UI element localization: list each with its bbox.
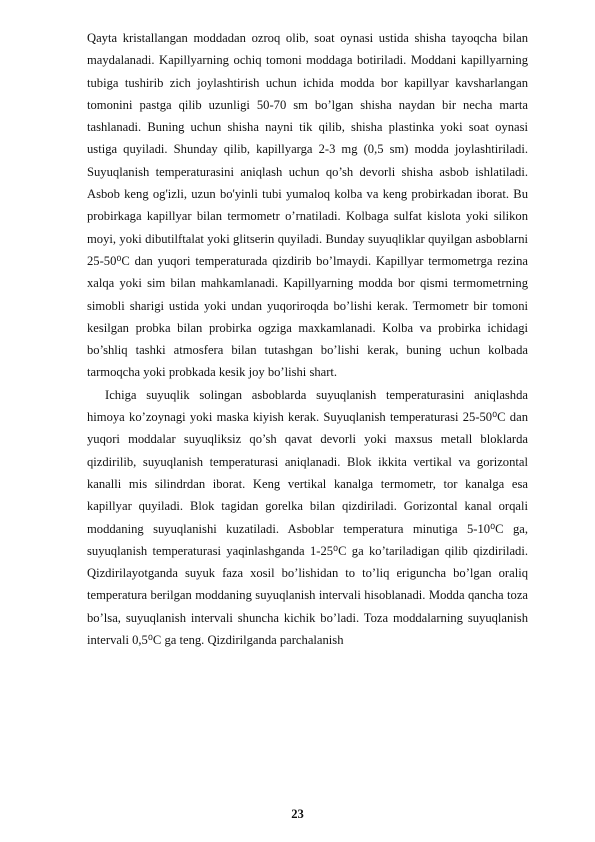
document-body — [87, 27, 528, 651]
paragraph-2: Ichiga suyuqlik solingan asboblarda suyuqlanish temperaturasini aniqlashda himoya ko’zoynagi yoki maska kiyish kerak. Suyuqlanish temperaturasi 25-50⁰C dan yuqori moddalar suyuqliksiz qo’sh qavat devorli yoki maxsus metall bloklarda qizdirilib, suyuqlanish temperaturasi aniqlanadi. Blok ikkita vertikal va gorizontal kanalli mis silindrdan iborat. Keng vertikal kanalga termometr, tor kanalga esa kapillyar quyiladi. Blok tagidan gorelka bilan qizdiriladi. Gorizontal kanal orqali moddaning suyuqlanishi kuzatiladi. Asboblar temperatura minutiga 5-10⁰C ga, suyuqlanish temperaturasi yaqinlashganda 1-25⁰C ga ko’tariladigan qilib qizdiriladi. Qizdirilayotganda suyuk faza xosil bo’lishidan to to’liq eriguncha bo’lgan oraliq temperatura berilgan moddaning suyuqlanish intervali hisoblanadi. Modda qancha toza bo’lsa, suyuqlanish intervali shuncha kichik bo’ladi. Toza moddalarning suyuqlanish intervali 0,5⁰C ga teng. Qizdirilganda parchalanish — [87, 387, 528, 648]
paragraph-1: Qayta kristallangan moddadan ozroq olib, soat oynasi ustida shisha tayoqcha bilan maydalanadi. Kapillyarning ochiq tomoni moddaga botiriladi. Moddani kapillyarning tubiga tushirib zich joylashtirish uchun ichida modda bor kapillyar kavsharlangan tomonini pastga qilib uzunligi 50-70 sm bo’lgan shisha naydan bir necha marta tashlanadi. Buning uchun shisha nayni tik qilib, shisha plastinka yoki soat oynasi ustiga quyiladi. Shunday qilib, kapillyarga 2-3 mg (0,5 sm) modda joylashtiriladi. Suyuqlanish temperaturasini aniqlash uchun qo’sh devorli shisha asbob ishlatiladi. Asbob keng og'izli, uzun bo'yinli tubi yumaloq kolba va keng probirkadan iborat. Bu probirkaga kapillyar bilan termometr o’rnatiladi. Kolbaga sulfat kislota yoki silikon moyi, yoki dibutilftalat yoki glitserin quyiladi. Bunday suyuqliklar quyilgan asboblarni 25-50⁰C dan yuqori temperaturada qizdirib bo’lmaydi. Kapillyar termometrga rezina xalqa yoki sim bilan mahkamlanadi. Kapillyarning modda bor qismi termometrning simobli sharigi ustida yoki undan yuqoriroqda bo’lishi kerak. Termometr bir tomoni kesilgan probka bilan probirka ogziga maxkamlanadi. Kolba va probirka ichidagi bo’shliq tashki atmosfera bilan tutashgan bo’lishi kerak, buning uchun kolbada tarmoqcha yoki probkada kesik joy bo’lishi shart. — [87, 31, 528, 380]
page-number: 23 — [291, 807, 304, 821]
